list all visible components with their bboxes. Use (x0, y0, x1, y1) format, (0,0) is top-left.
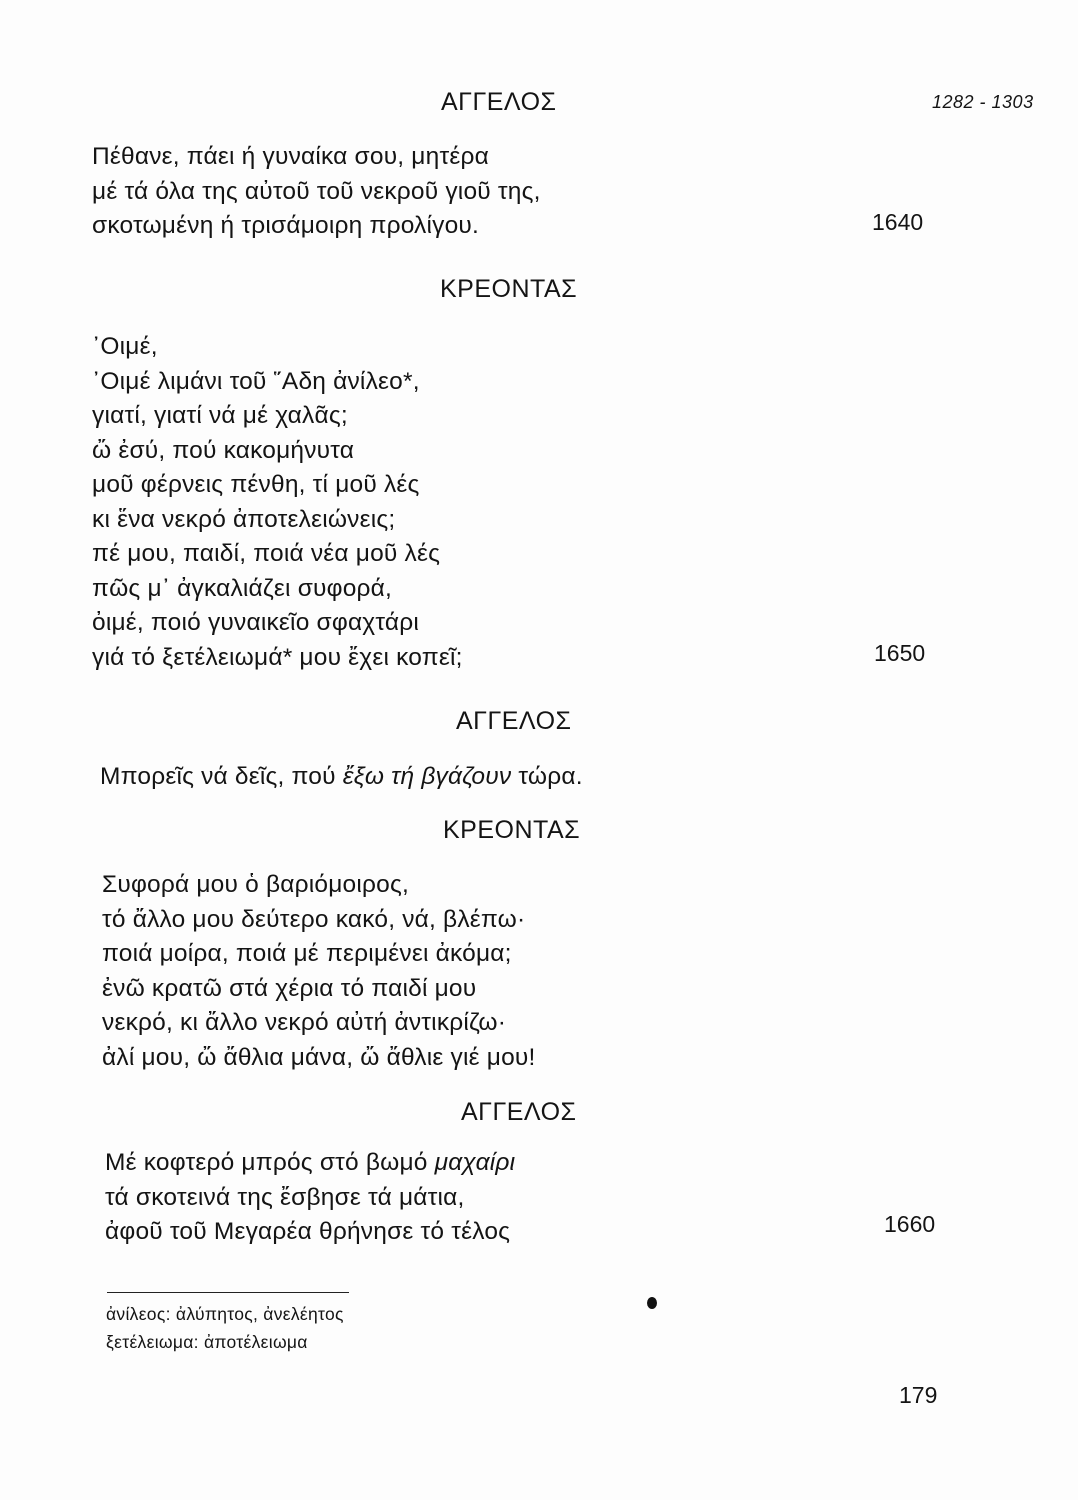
footnote-rule (107, 1292, 349, 1293)
bullet-mark (647, 1297, 657, 1309)
verse-block (92, 140, 541, 244)
verse-italic-text: ἔξω τή βγάζουν (342, 763, 512, 790)
verse-line: κι ἕνα νεκρό ἀποτελειώνεις; (92, 505, 396, 533)
verse-line (100, 760, 583, 795)
verse-line: ἐνῶ κρατῶ στά χέρια τό παιδί μου (102, 974, 477, 1002)
verse-block (102, 868, 536, 1075)
line-number: 1660 (884, 1211, 936, 1237)
verse-line: τά σκοτεινά της ἔσβησε τά μάτια, (105, 1183, 465, 1211)
verse-line: τό ἄλλο μου δεύτερο κακό, νά, βλέπω· (102, 905, 526, 933)
verse-text: τώρα. (518, 763, 583, 790)
footnote: ἀνίλεος: ἀλύπητος, ἀνελέητος (106, 1304, 344, 1324)
verse-block (92, 330, 463, 675)
verse-line: ὀιμέ, ποιό γυναικεῖο σφαχτάρι (92, 609, 420, 636)
verse-line: πέ μου, παιδί, ποιά νέα μοῦ λές (92, 540, 441, 567)
verse-line: γιά τό ξετέλειωμά* μου ἔχει κοπεῖ; (92, 643, 463, 671)
speaker-heading: ΑΓΓΕΛΟΣ (456, 707, 572, 735)
verse-line: γιατί, γιατί νά μέ χαλᾶς; (92, 402, 348, 429)
verse-line: ποιά μοίρα, ποιά μέ περιμένει ἀκόμα; (102, 940, 512, 967)
verse-line: ἀφοῦ τοῦ Μεγαρέα θρήνησε τό τέλος (105, 1218, 511, 1245)
verse-line: ὤ ἐσύ, πού κακομήνυτα (92, 436, 355, 464)
verse-line: ᾿Οιμέ, (92, 333, 158, 360)
speaker-heading: ΑΓΓΕΛΟΣ (461, 1098, 577, 1126)
verse-text: Μπορεῖς νά δεῖς, πού (100, 763, 336, 790)
verse-line: μέ τά όλα της αὐτοῦ τοῦ νεκροῦ γιοῦ της, (92, 177, 541, 205)
speaker-heading: ΚΡΕΟΝΤΑΣ (443, 816, 581, 844)
verse-line (105, 1146, 515, 1181)
verse-line: ἀλί μου, ὤ ἄθλια μάνα, ὤ ἄθλιε γιέ μου! (102, 1043, 536, 1071)
verse-text: Μέ κοφτερό μπρός στό βωμό (105, 1149, 428, 1176)
line-number: 1640 (872, 209, 924, 235)
verse-line: μοῦ φέρνεις πένθη, τί μοῦ λές (92, 471, 420, 498)
line-range: 1282 - 1303 (932, 92, 1034, 112)
footnotes (106, 1300, 344, 1356)
speaker-heading: ΚΡΕΟΝΤΑΣ (440, 275, 578, 303)
verse-line: ᾿Οιμέ λιμάνι τοῦ ῞Αδη ἀνίλεο*, (92, 367, 420, 395)
footnote: ξετέλειωμα: ἀποτέλειωμα (106, 1332, 308, 1352)
verse-line: πῶς μ᾿ ἀγκαλιάζει συφορά, (92, 574, 393, 602)
verse-italic-text: μαχαίρι (434, 1149, 516, 1176)
verse-line: σκοτωμένη ή τρισάμοιρη προλίγου. (92, 212, 480, 239)
verse-line: νεκρό, κι ἄλλο νεκρό αὐτή ἀντικρίζω· (102, 1009, 507, 1036)
verse-line: Πέθανε, πάει ή γυναίκα σου, μητέρα (92, 143, 489, 170)
verse-line: Συφορά μου ὁ βαριόμοιρος, (102, 871, 409, 898)
line-number: 1650 (874, 640, 926, 666)
verse-block (105, 1146, 515, 1250)
page-number: 179 (899, 1382, 938, 1408)
speaker-heading: ΑΓΓΕΛΟΣ (441, 88, 557, 116)
